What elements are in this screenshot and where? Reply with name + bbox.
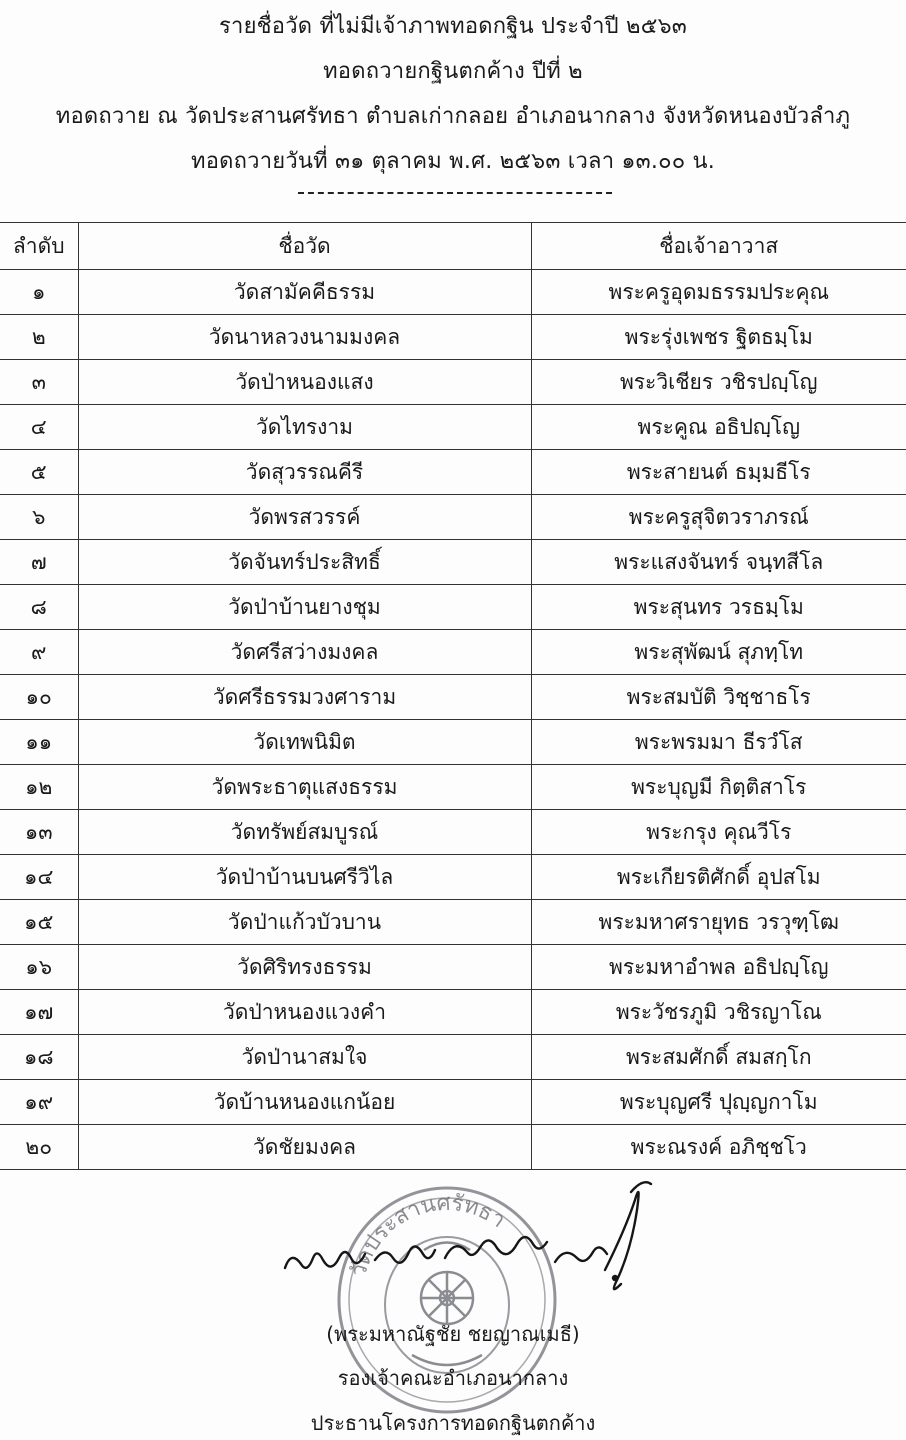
table-header-row [0, 223, 906, 270]
row-order-number: ๑๗ [0, 990, 78, 1035]
table-row [0, 540, 906, 585]
row-temple-name: วัดนาหลวงนามมงคล [78, 315, 531, 360]
row-order-number: ๑๓ [0, 810, 78, 855]
row-abbot-name: พระมหาอำพล อธิปญฺโญ [531, 945, 906, 990]
table-row [0, 1125, 906, 1170]
row-temple-name: วัดไทรงาม [78, 405, 531, 450]
title-line: รายชื่อวัด ที่ไม่มีเจ้าภาพทอดกฐิน ประจำปี ๒๕๖๓ [219, 14, 687, 39]
table-row [0, 585, 906, 630]
location-line: ทอดถวาย ณ วัดประสานศรัทธา ตำบลเก่ากลอย อำเภอนากลาง จังหวัดหนองบัวลำภู [55, 104, 851, 129]
row-order-number: ๑๕ [0, 900, 78, 945]
row-temple-name: วัดศรีสว่างมงคล [78, 630, 531, 675]
handwritten-signature [275, 1170, 675, 1310]
row-abbot-name: พระสมบัติ วิชฺชาธโร [531, 675, 906, 720]
subtitle-line: ทอดถวายกฐินตกค้าง ปีที่ ๒ [323, 59, 583, 84]
seal-text: วัดประสานศรัทธา [346, 1190, 510, 1280]
row-order-number: ๑๔ [0, 855, 78, 900]
row-abbot-name: พระเกียรติศักดิ์ อุปสโม [531, 855, 906, 900]
row-temple-name: วัดป่าแก้วบัวบาน [78, 900, 531, 945]
row-temple-name: วัดศิริทรงธรรม [78, 945, 531, 990]
table-row [0, 630, 906, 675]
column-header-temple: ชื่อวัด [78, 223, 531, 270]
table-row [0, 675, 906, 720]
row-order-number: ๑๙ [0, 1080, 78, 1125]
table-row [0, 270, 906, 315]
table-row [0, 1080, 906, 1125]
row-temple-name: วัดพระธาตุแสงธรรม [78, 765, 531, 810]
row-abbot-name: พระกรุง คุณวีโร [531, 810, 906, 855]
table-row [0, 945, 906, 990]
row-order-number: ๑๐ [0, 675, 78, 720]
table-row [0, 360, 906, 405]
signer-name: (พระมหาณัฐชัย ชยญาณเมธี) [326, 1322, 580, 1346]
row-temple-name: วัดป่านาสมใจ [78, 1035, 531, 1080]
table-row [0, 720, 906, 765]
row-order-number: ๖ [0, 495, 78, 540]
row-order-number: ๑๒ [0, 765, 78, 810]
table-row [0, 810, 906, 855]
table-row [0, 495, 906, 540]
row-temple-name: วัดสามัคคีธรรม [78, 270, 531, 315]
row-order-number: ๒๐ [0, 1125, 78, 1170]
row-abbot-name: พระครูอุดมธรรมประคุณ [531, 270, 906, 315]
table-row [0, 855, 906, 900]
table-row [0, 765, 906, 810]
row-temple-name: วัดป่าหนองแสง [78, 360, 531, 405]
document-header [0, 4, 906, 184]
row-temple-name: วัดเทพนิมิต [78, 720, 531, 765]
column-header-order: ลำดับ [0, 223, 78, 270]
row-abbot-name: พระวิเชียร วชิรปญฺโญ [531, 360, 906, 405]
date-line: ทอดถวายวันที่ ๓๑ ตุลาคม พ.ศ. ๒๕๖๓ เวลา ๑๓.๐๐ น. [191, 149, 715, 174]
row-temple-name: วัดป่าหนองแวงคำ [78, 990, 531, 1035]
row-abbot-name: พระวัชรภูมิ วชิรญาโณ [531, 990, 906, 1035]
table-row [0, 315, 906, 360]
table-row [0, 990, 906, 1035]
row-abbot-name: พระสมศักดิ์ สมสกฺโก [531, 1035, 906, 1080]
row-abbot-name: พระมหาศรายุทธ วรวุฑฺโฒ [531, 900, 906, 945]
row-temple-name: วัดพรสวรรค์ [78, 495, 531, 540]
row-abbot-name: พระบุญมี กิตฺติสาโร [531, 765, 906, 810]
row-order-number: ๘ [0, 585, 78, 630]
table-row [0, 1035, 906, 1080]
row-abbot-name: พระบุญศรี ปุญฺญกาโม [531, 1080, 906, 1125]
row-abbot-name: พระพรมมา ธีรวํโส [531, 720, 906, 765]
row-temple-name: วัดป่าบ้านยางชุม [78, 585, 531, 630]
row-abbot-name: พระรุ่งเพชร ฐิตธมฺโม [531, 315, 906, 360]
row-order-number: ๑๑ [0, 720, 78, 765]
row-temple-name: วัดศรีธรรมวงศาราม [78, 675, 531, 720]
row-abbot-name: พระคูณ อธิปญฺโญ [531, 405, 906, 450]
row-temple-name: วัดป่าบ้านบนศรีวิไล [78, 855, 531, 900]
row-abbot-name: พระครูสุจิตวราภรณ์ [531, 495, 906, 540]
row-temple-name: วัดทรัพย์สมบูรณ์ [78, 810, 531, 855]
row-abbot-name: พระณรงค์ อภิชฺชโว [531, 1125, 906, 1170]
temple-table [0, 222, 906, 1170]
row-temple-name: วัดจันทร์ประสิทธิ์ [78, 540, 531, 585]
row-order-number: ๒ [0, 315, 78, 360]
row-abbot-name: พระแสงจันทร์ จนฺทสีโล [531, 540, 906, 585]
row-order-number: ๔ [0, 405, 78, 450]
row-order-number: ๑ [0, 270, 78, 315]
row-order-number: ๑๘ [0, 1035, 78, 1080]
signer-project-role: ประธานโครงการทอดกฐินตกค้าง [310, 1411, 596, 1435]
row-order-number: ๗ [0, 540, 78, 585]
signer-position: รองเจ้าคณะอำเภอนากลาง [337, 1366, 569, 1390]
table-row [0, 900, 906, 945]
row-order-number: ๙ [0, 630, 78, 675]
row-abbot-name: พระสายนต์ ธมฺมธีโร [531, 450, 906, 495]
row-temple-name: วัดชัยมงคล [78, 1125, 531, 1170]
dashed-divider [298, 192, 612, 194]
row-temple-name: วัดสุวรรณคีรี [78, 450, 531, 495]
row-order-number: ๑๖ [0, 945, 78, 990]
table-body [0, 270, 906, 1170]
row-temple-name: วัดบ้านหนองแกน้อย [78, 1080, 531, 1125]
column-header-abbot: ชื่อเจ้าอาวาส [531, 223, 906, 270]
table-row [0, 450, 906, 495]
row-order-number: ๕ [0, 450, 78, 495]
row-abbot-name: พระสุพัฒน์ สุภทฺโท [531, 630, 906, 675]
table-row [0, 405, 906, 450]
row-order-number: ๓ [0, 360, 78, 405]
row-abbot-name: พระสุนทร วรธมฺโม [531, 585, 906, 630]
